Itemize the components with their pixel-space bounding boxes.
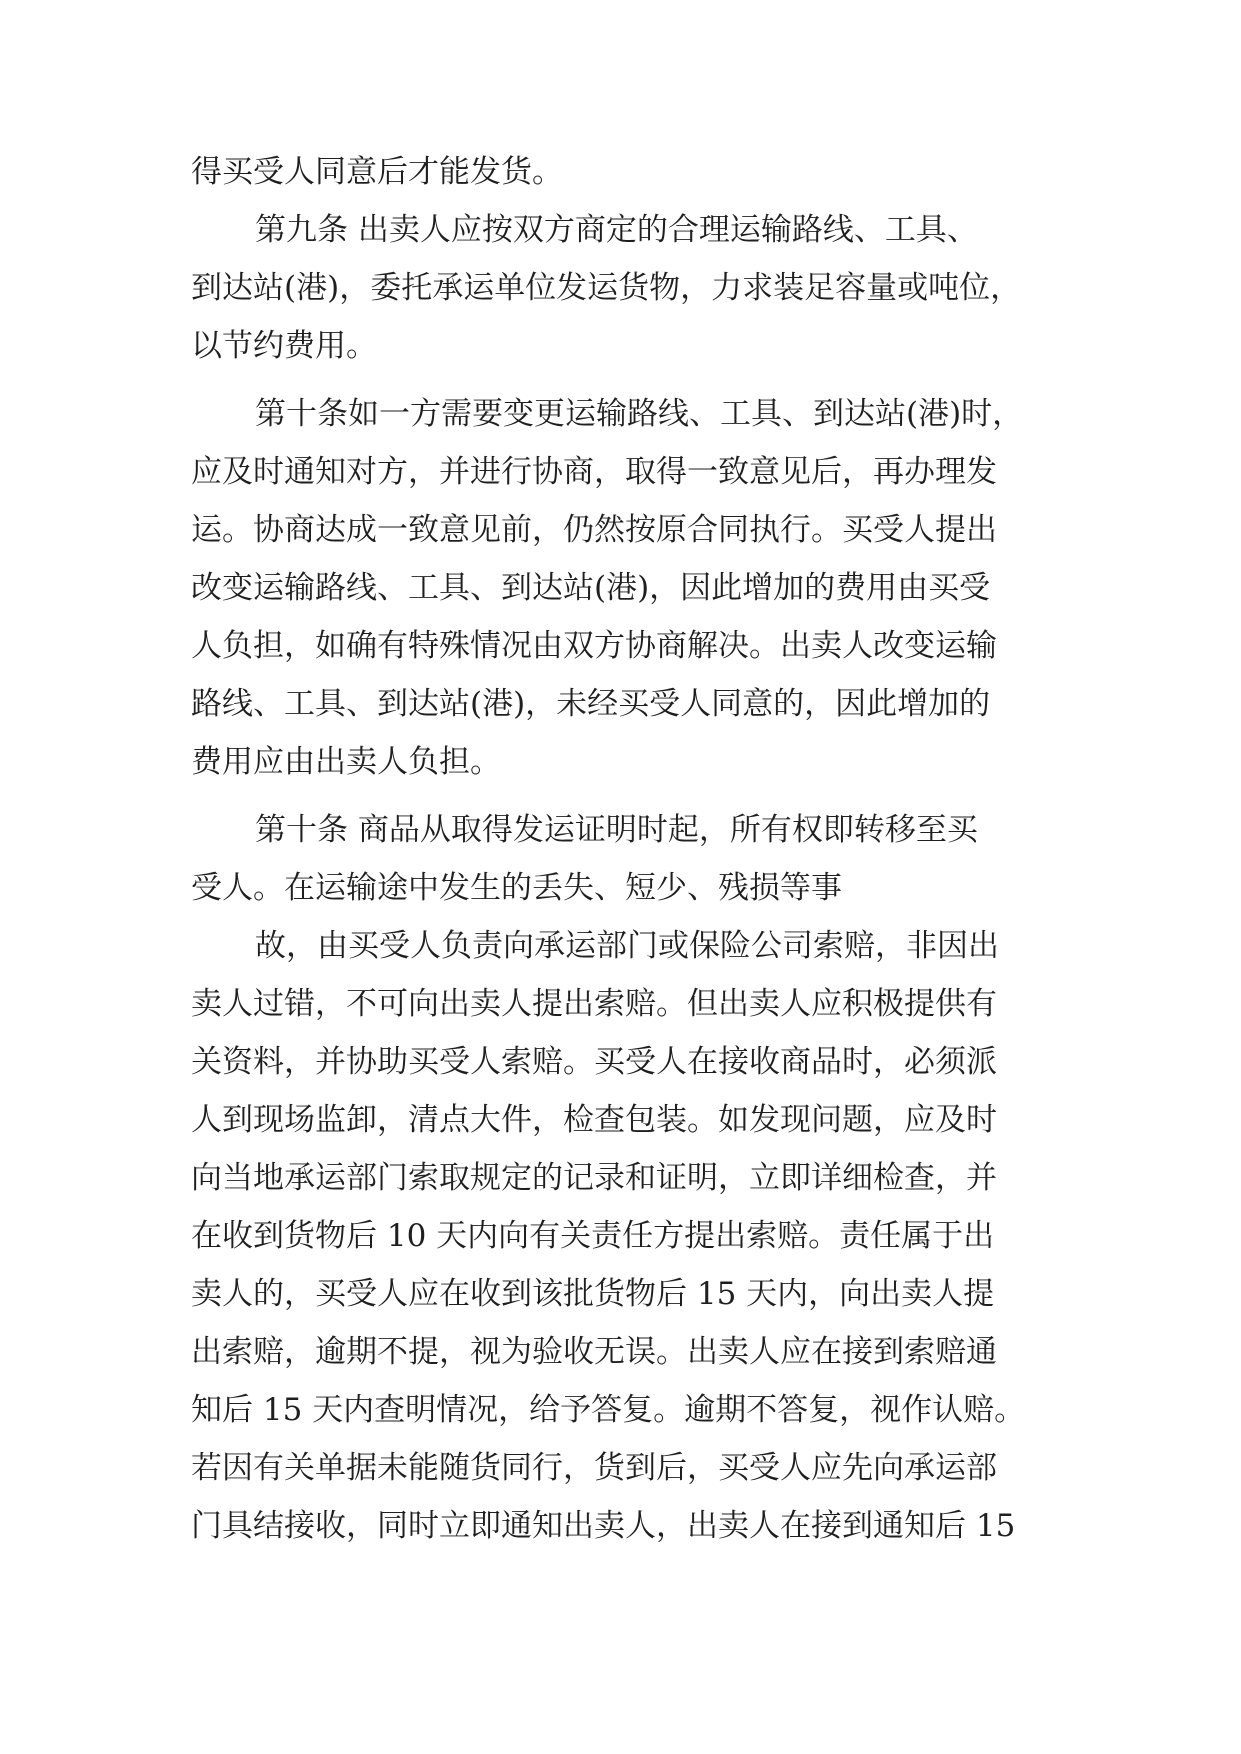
text-line-6: 应及时通知对方，并进行协商，取得一致意见后，再办理发	[191, 454, 997, 490]
text-line-11: 费用应由出卖人负担。	[191, 744, 501, 780]
text-line-19: 在收到货物后 10 天内向有关责任方提出索赔。责任属于出	[191, 1218, 995, 1254]
text-line-2: 第九条 出卖人应按双方商定的合理运输路线、工具、	[255, 212, 978, 248]
text-line-13: 受人。在运输途中发生的丢失、短少、残损等事	[191, 870, 842, 906]
text-line-17: 人到现场监卸，清点大件，检查包装。如发现问题，应及时	[191, 1102, 997, 1138]
text-line-10: 路线、工具、到达站(港)，未经买受人同意的，因此增加的	[191, 686, 991, 722]
text-line-22: 知后 15 天内查明情况，给予答复。逾期不答复，视作认赔。	[191, 1392, 1026, 1428]
text-line-4: 以节约费用。	[191, 328, 377, 364]
text-line-16: 关资料，并协助买受人索赔。买受人在接收商品时，必须派	[191, 1044, 997, 1080]
text-line-15: 卖人过错，不可向出卖人提出索赔。但出卖人应积极提供有	[191, 986, 997, 1022]
text-line-18: 向当地承运部门索取规定的记录和证明，立即详细检查，并	[191, 1160, 997, 1196]
text-line-21: 出索赔，逾期不提，视为验收无误。出卖人应在接到索赔通	[191, 1334, 997, 1370]
text-line-3: 到达站(港)，委托承运单位发运货物，力求装足容量或吨位，	[191, 270, 1022, 306]
text-line-1: 得买受人同意后才能发货。	[191, 154, 563, 190]
text-line-12: 第十条 商品从取得发运证明时起，所有权即转移至买	[255, 812, 978, 848]
text-line-20: 卖人的，买受人应在收到该批货物后 15 天内，向出卖人提	[191, 1276, 995, 1312]
text-line-7: 运。协商达成一致意见前，仍然按原合同执行。买受人提出	[191, 512, 997, 548]
text-line-23: 若因有关单据未能随货同行，货到后，买受人应先向承运部	[191, 1450, 997, 1486]
text-line-5: 第十条如一方需要变更运输路线、工具、到达站(港)时，	[255, 396, 1024, 432]
text-line-24: 门具结接收，同时立即通知出卖人，出卖人在接到通知后 15	[191, 1508, 1016, 1544]
text-line-14: 故，由买受人负责向承运部门或保险公司索赔，非因出	[255, 928, 999, 964]
text-line-9: 人负担，如确有特殊情况由双方协商解决。出卖人改变运输	[191, 628, 997, 664]
text-line-8: 改变运输路线、工具、到达站(港)，因此增加的费用由买受	[191, 570, 991, 606]
